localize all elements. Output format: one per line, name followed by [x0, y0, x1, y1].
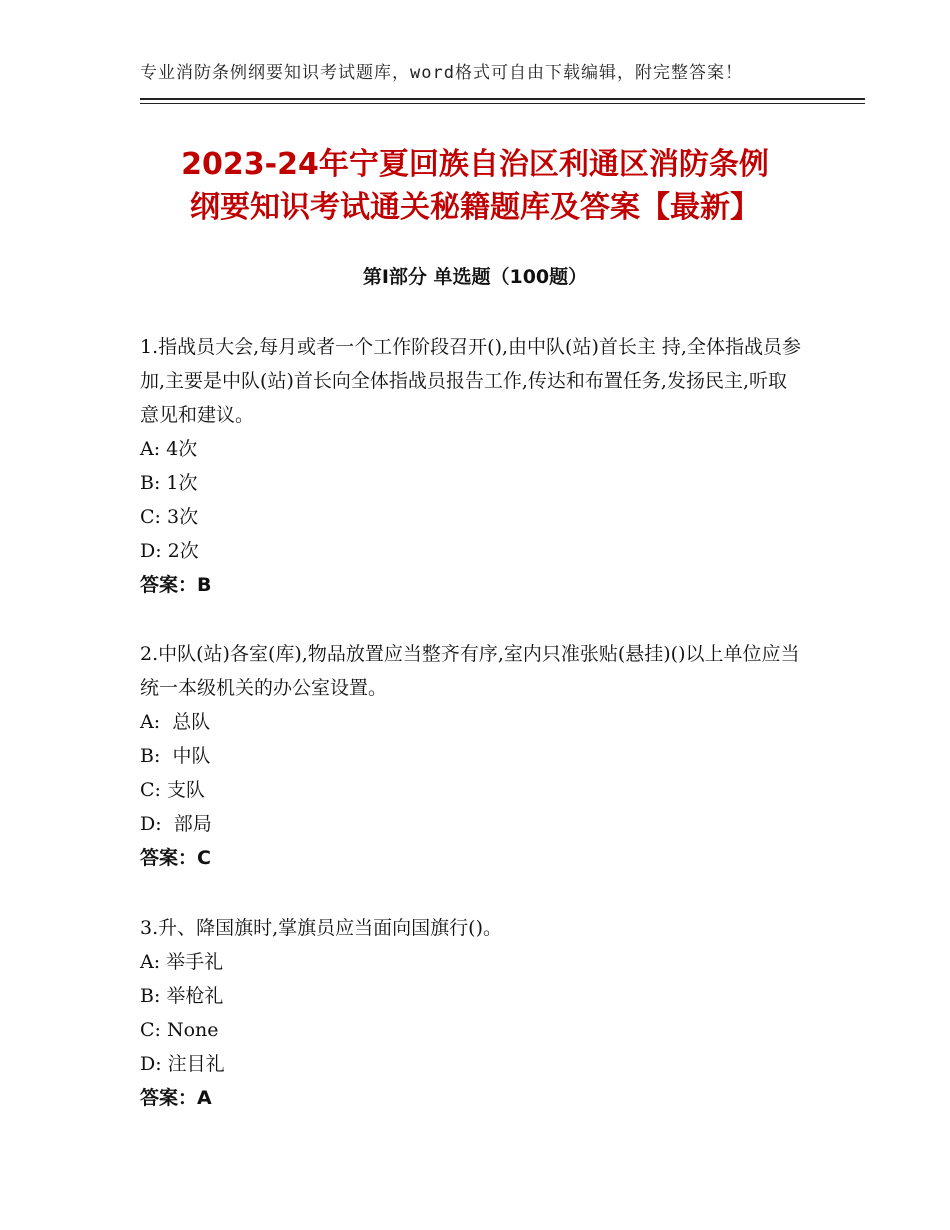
answer: 答案：C: [140, 847, 211, 869]
option-b: B: 1次: [140, 472, 198, 494]
option-b: B: 举枪礼: [140, 985, 224, 1007]
option-c: C: 支队: [140, 779, 205, 801]
section-heading: 第Ⅰ部分 单选题（100题）: [362, 266, 588, 288]
option-a: A: 总队: [140, 711, 211, 733]
question-2: [140, 637, 805, 875]
question-stem: 2.中队(站)各室(库),物品放置应当整齐有序,室内只准张贴(悬挂)()以上单位应当统一本级机关的办公室设置。: [140, 643, 800, 699]
title-line-1: 2023-24年宁夏回族自治区利通区消防条例: [181, 147, 769, 182]
option-d: D: 注目礼: [140, 1053, 225, 1075]
page-header: 专业消防条例纲要知识考试题库，word格式可自由下载编辑，附完整答案！: [140, 63, 743, 83]
question-1: [140, 330, 805, 602]
option-c: C: None: [140, 1019, 219, 1041]
question-stem: 3.升、降国旗时,掌旗员应当面向国旗行()。: [140, 917, 502, 939]
answer: 答案：A: [140, 1087, 212, 1109]
header-rule-thick: [140, 98, 865, 100]
option-c: C: 3次: [140, 506, 199, 528]
answer: 答案：B: [140, 574, 212, 596]
title-line-2: 纲要知识考试通关秘籍题库及答案【最新】: [190, 190, 760, 225]
option-d: D: 2次: [140, 540, 199, 562]
option-b: B: 中队: [140, 745, 211, 767]
option-a: A: 举手礼: [140, 951, 224, 973]
option-a: A: 4次: [140, 438, 198, 460]
question-stem: 1.指战员大会,每月或者一个工作阶段召开(),由中队(站)首长主 持,全体指战员参加,主要是中队(站)首长向全体指战员报告工作,传达和布置任务,发扬民主,听取意见和建议。: [140, 336, 801, 426]
option-d: D: 部局: [140, 813, 212, 835]
document-title: [100, 143, 850, 229]
question-3: [140, 911, 805, 1115]
header-rule-thin: [140, 103, 865, 104]
